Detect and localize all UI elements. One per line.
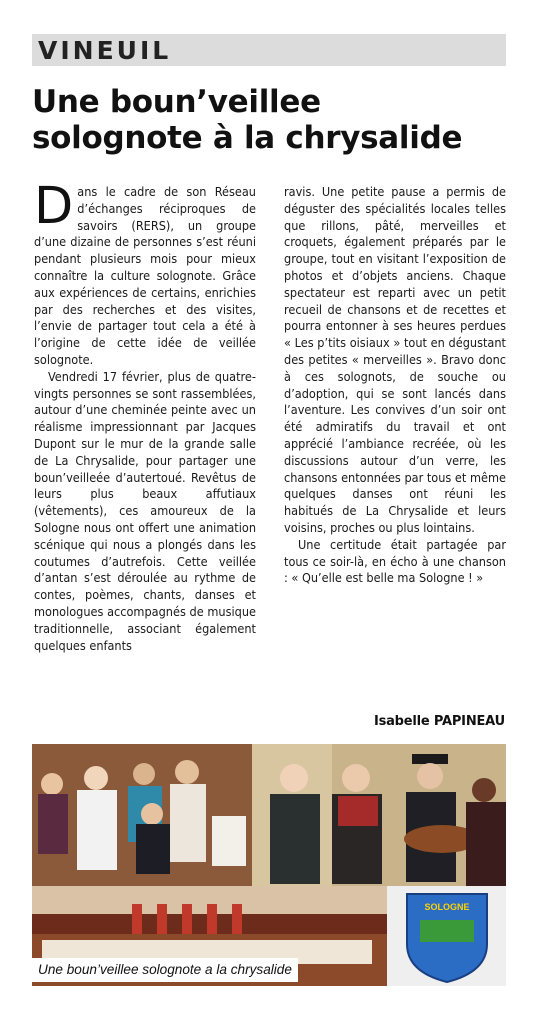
- article-photo: [32, 744, 506, 986]
- section-banner: [32, 34, 506, 66]
- photo-caption: Une boun’veillee solognote a la chrysalide: [32, 958, 298, 982]
- photo-collage: [32, 744, 506, 986]
- crest-label: SOLOGNE: [424, 902, 470, 912]
- article-paragraph: Une certitude était partagée par tous ce soir-là, en écho à une chanson : « Qu’elle est belle ma Sologne ! »: [284, 536, 506, 586]
- article-paragraph: Vendredi 17 février, plus de quatre-vingts personnes se sont rassemblées, autour d’une cheminée peinte avec un réalisme impressionnant par Jacques Dupont sur le mur de la grande salle de La Chrysalide, pour partager une boun’veilleée d’autertoué. Revêtus de leurs plus beaux affutiaux (vêtements), ces amoureux de la Sologne nous ont offert une animation scénique qui nous a plongés dans les coutumes d’autrefois. Cette veillée d’antan s’est déroulée au rythme de contes, poèmes, chants, danses et monologues accompagnés de musique traditionnelle, associant également quelques enfants: [34, 368, 256, 653]
- article-column-2: [284, 184, 506, 587]
- drop-cap: D: [34, 177, 74, 236]
- article-headline: [32, 84, 512, 156]
- headline-line-2: solognote à la chrysalide: [32, 120, 463, 156]
- article-paragraph: Dans le cadre de son Réseau d’échanges réciproques de savoirs (RERS), un groupe d’une dizaine de personnes s’est réuni pendant plusieurs mois pour mieux connaître la culture solognote. Grâce aux expériences de certains, enrichies par des recherches et des visites, l’envie de partager tout cela a été à l’origine de cette idée de veillée solognote.: [34, 177, 256, 367]
- section-label: VINEUIL: [38, 36, 172, 65]
- article-column-1: [34, 177, 256, 654]
- article-paragraph: ravis. Une petite pause a permis de déguster des spécialités locales telles que rillons, pâté, merveilles et croquets, également préparés par le groupe, tout en visitant l’exposition de photos et d’objets anciens. Chaque spectateur est reparti avec un petit recueil de chansons et de recettes et pourra entonner à ses heures perdues « Les p’tits oisiaux » tout en dégustant des petites « merveilles ». Bravo donc à ces solognots, de souche ou d’adoption, qui se sont lancés dans l’aventure. Les convives d’un soir ont été admiratifs du travail et ont apprécié l’ambiance recréée, où les discussions autour d’un verre, les chansons entonnées par tous et même quelques danses ont réuni les habitués de La Chrysalide et leurs voisins, proches ou plus lointains.: [284, 184, 506, 535]
- headline-line-1: Une boun’veillee: [32, 84, 321, 120]
- author-signature: Isabelle PAPINEAU: [373, 714, 505, 729]
